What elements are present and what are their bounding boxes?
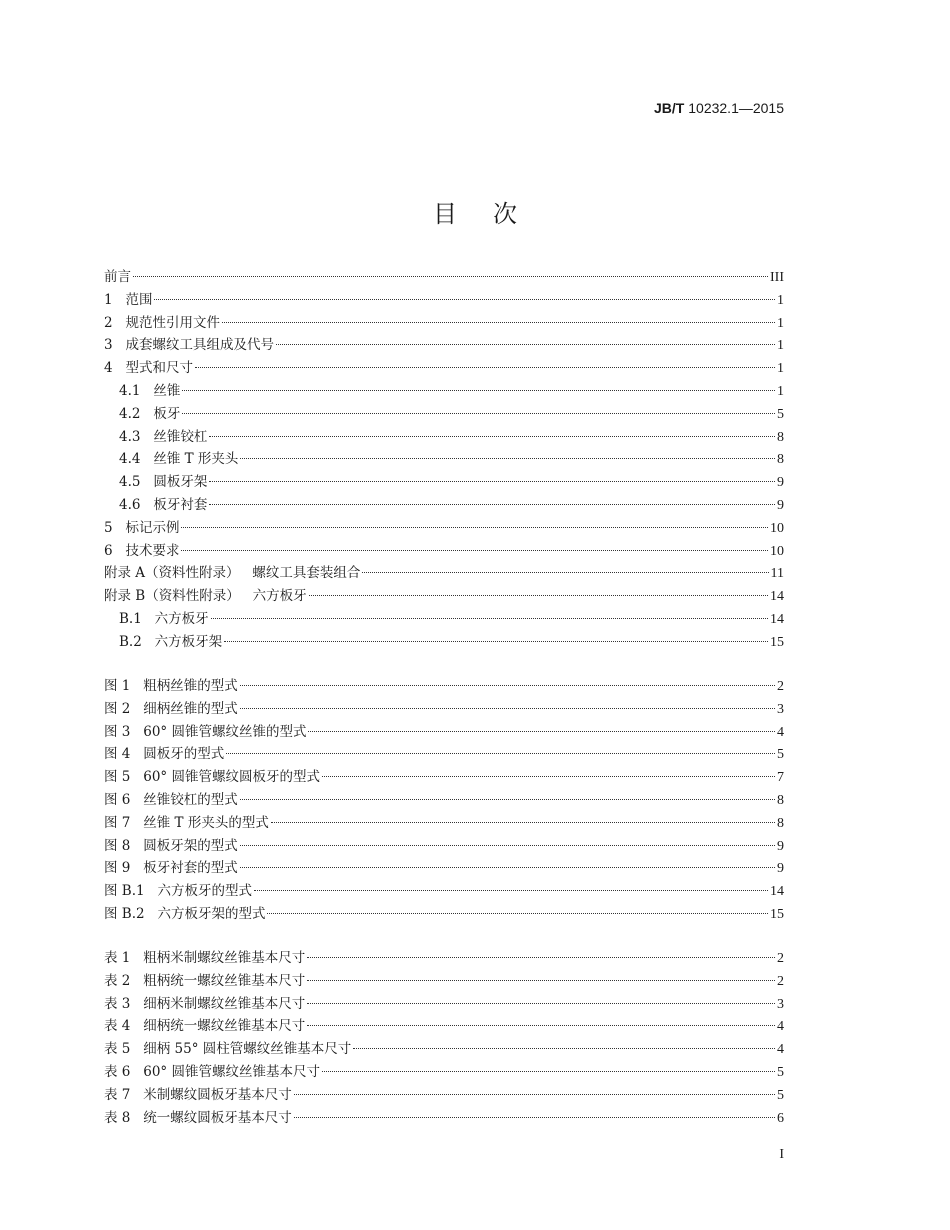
toc-entry-page: 2 bbox=[777, 951, 784, 966]
toc-entry-label: 3 成套螺纹工具组成及代号 bbox=[104, 337, 274, 354]
toc-entry[interactable] bbox=[104, 697, 784, 720]
toc-entry[interactable] bbox=[104, 561, 784, 584]
toc-entry-page: 14 bbox=[770, 611, 784, 627]
dot-leader bbox=[209, 504, 775, 505]
dot-leader bbox=[307, 1003, 775, 1004]
toc-entry-label: 图 5 60° 圆锥管螺纹圆板牙的型式 bbox=[104, 769, 320, 786]
dot-leader bbox=[226, 753, 775, 754]
toc-entry-page: 1 bbox=[777, 361, 784, 377]
toc-entry-page: 2 bbox=[777, 679, 784, 694]
toc-entry-page: 7 bbox=[777, 770, 784, 786]
toc-entry-page: 5 bbox=[777, 747, 784, 763]
toc-entry-page: 15 bbox=[770, 906, 784, 922]
toc-entry-page: 9 bbox=[777, 861, 784, 877]
toc-entry[interactable] bbox=[104, 674, 784, 697]
toc-entry[interactable] bbox=[104, 1037, 784, 1060]
toc-entry-label: 图 9 板牙衬套的型式 bbox=[104, 860, 238, 877]
dot-leader bbox=[307, 957, 775, 958]
toc-entry[interactable] bbox=[104, 742, 784, 765]
toc-entry-label: 图 B.2 六方板牙架的型式 bbox=[104, 905, 266, 922]
toc-entry[interactable] bbox=[104, 265, 784, 288]
toc-entry[interactable] bbox=[104, 470, 784, 493]
standard-code-number: 10232.1—2015 bbox=[684, 100, 784, 116]
toc-entry-label: 表 6 60° 圆锥管螺纹丝锥基本尺寸 bbox=[104, 1063, 320, 1080]
dot-leader bbox=[362, 572, 768, 573]
toc-entry-label: 图 1 粗柄丝锥的型式 bbox=[104, 678, 238, 694]
toc-entry-page: 5 bbox=[777, 1087, 784, 1103]
toc-entry-page: 2 bbox=[777, 973, 784, 989]
dot-leader bbox=[182, 390, 775, 391]
toc-entry-page: 1 bbox=[777, 292, 784, 308]
toc-entry-label: 前言 bbox=[104, 269, 131, 285]
toc-entry-label: 图 7 丝锥 T 形夹头的型式 bbox=[104, 814, 269, 831]
toc-entry[interactable] bbox=[104, 607, 784, 630]
dot-leader bbox=[271, 822, 775, 823]
toc-entry-label: 表 7 米制螺纹圆板牙基本尺寸 bbox=[104, 1086, 292, 1103]
dot-leader bbox=[154, 299, 775, 300]
dot-leader bbox=[240, 845, 775, 846]
toc-entry-label: B.1 六方板牙 bbox=[119, 610, 209, 627]
toc-entry[interactable] bbox=[104, 992, 784, 1015]
toc-entry-label: 4.3 丝锥铰杠 bbox=[119, 428, 208, 445]
dot-leader bbox=[211, 618, 768, 619]
toc-entry[interactable] bbox=[104, 539, 784, 562]
toc-entry-label: 4.5 圆板牙架 bbox=[119, 474, 208, 491]
dot-leader bbox=[276, 344, 775, 345]
toc-sections-list bbox=[104, 265, 784, 653]
toc-entry[interactable] bbox=[104, 879, 784, 902]
dot-leader bbox=[267, 913, 768, 914]
toc-entry-page: 15 bbox=[770, 634, 784, 650]
toc-entry-label: 表 1 粗柄米制螺纹丝锥基本尺寸 bbox=[104, 950, 306, 966]
dot-leader bbox=[240, 799, 775, 800]
toc-entry-label: 表 8 统一螺纹圆板牙基本尺寸 bbox=[104, 1109, 292, 1126]
toc-entry[interactable] bbox=[104, 902, 784, 925]
toc-entry-page: 8 bbox=[777, 792, 784, 808]
toc-entry[interactable] bbox=[104, 1060, 784, 1083]
dot-leader bbox=[240, 708, 775, 709]
dot-leader bbox=[240, 458, 775, 459]
dot-leader bbox=[309, 595, 768, 596]
toc-entry[interactable] bbox=[104, 1014, 784, 1037]
toc-entry[interactable] bbox=[104, 333, 784, 356]
toc-entry-label: 1 范围 bbox=[104, 291, 153, 308]
toc-entry-page: III bbox=[770, 270, 784, 285]
toc-entry-label: 4.2 板牙 bbox=[119, 405, 181, 422]
toc-entry-page: 6 bbox=[777, 1110, 784, 1126]
toc-entry[interactable] bbox=[104, 811, 784, 834]
standard-code-header bbox=[654, 100, 784, 116]
toc-entry[interactable] bbox=[104, 834, 784, 857]
page-title: 目次 bbox=[433, 200, 553, 228]
dot-leader bbox=[182, 413, 775, 414]
toc-entry-page: 14 bbox=[770, 589, 784, 605]
toc-entry-page: 9 bbox=[777, 497, 784, 513]
toc-entry-page: 11 bbox=[770, 566, 784, 582]
toc-entry-label: 6 技术要求 bbox=[104, 542, 180, 559]
toc-entry-page: 14 bbox=[770, 884, 784, 900]
toc-entry[interactable] bbox=[104, 1083, 784, 1106]
toc-entry[interactable] bbox=[104, 516, 784, 539]
toc-entry-page: 5 bbox=[777, 1064, 784, 1080]
dot-leader bbox=[181, 550, 768, 551]
toc-entry[interactable] bbox=[104, 356, 784, 379]
toc-entry[interactable] bbox=[104, 311, 784, 334]
toc-entry-page: 10 bbox=[770, 520, 784, 536]
toc-entry-label: 图 B.1 六方板牙的型式 bbox=[104, 883, 252, 900]
toc-entry-page: 5 bbox=[777, 406, 784, 422]
dot-leader bbox=[294, 1117, 775, 1118]
toc-entry[interactable] bbox=[104, 447, 784, 470]
dot-leader bbox=[181, 527, 768, 528]
toc-figures-list bbox=[104, 674, 784, 925]
toc-entry-page: 8 bbox=[777, 815, 784, 831]
toc-entry-page: 4 bbox=[777, 724, 784, 740]
toc-entry-label: 5 标记示例 bbox=[104, 519, 180, 536]
toc-entry-page: 1 bbox=[777, 383, 784, 399]
dot-leader bbox=[307, 980, 775, 981]
standard-code-prefix: JB/T bbox=[654, 100, 685, 116]
toc-entry[interactable] bbox=[104, 1106, 784, 1129]
toc-entry[interactable] bbox=[104, 402, 784, 425]
toc-entry-label: 表 5 细柄 55° 圆柱管螺纹丝锥基本尺寸 bbox=[104, 1041, 352, 1058]
toc-entry[interactable] bbox=[104, 788, 784, 811]
dot-leader bbox=[254, 890, 768, 891]
dot-leader bbox=[222, 322, 775, 323]
toc-entry[interactable] bbox=[104, 946, 784, 969]
dot-leader bbox=[209, 436, 775, 437]
toc-entry-label: 表 4 细柄统一螺纹丝锥基本尺寸 bbox=[104, 1018, 306, 1035]
toc-entry-label: 图 4 圆板牙的型式 bbox=[104, 746, 225, 763]
toc-entry[interactable] bbox=[104, 379, 784, 402]
dot-leader bbox=[240, 685, 775, 686]
page-number: I bbox=[779, 1147, 784, 1162]
dot-leader bbox=[353, 1048, 775, 1049]
toc-entry-page: 10 bbox=[770, 543, 784, 559]
toc-entry[interactable] bbox=[104, 425, 784, 448]
toc-entry-page: 4 bbox=[777, 1042, 784, 1058]
toc-entry-label: 图 2 细柄丝锥的型式 bbox=[104, 700, 238, 717]
dot-leader bbox=[133, 276, 768, 277]
toc-entry[interactable] bbox=[104, 765, 784, 788]
toc-entry-page: 8 bbox=[777, 452, 784, 468]
toc-entry[interactable] bbox=[104, 856, 784, 879]
toc-entry[interactable] bbox=[104, 969, 784, 992]
toc-entry-label: 图 8 圆板牙架的型式 bbox=[104, 837, 238, 854]
dot-leader bbox=[224, 641, 768, 642]
dot-leader bbox=[240, 867, 775, 868]
dot-leader bbox=[322, 1071, 775, 1072]
toc-entry[interactable] bbox=[104, 630, 784, 653]
toc-entry-label: 4.6 板牙衬套 bbox=[119, 496, 208, 513]
toc-entry[interactable] bbox=[104, 584, 784, 607]
toc-entry-label: 4.4 丝锥 T 形夹头 bbox=[119, 451, 239, 468]
toc-entry[interactable] bbox=[104, 288, 784, 311]
toc-entry-label: 4.1 丝锥 bbox=[119, 382, 181, 399]
dot-leader bbox=[294, 1094, 775, 1095]
toc-entry-label: 图 3 60° 圆锥管螺纹丝锥的型式 bbox=[104, 723, 307, 740]
toc-entry-label: 附录 A（资料性附录） 螺纹工具套装组合 bbox=[104, 565, 361, 582]
toc-entry-label: 附录 B（资料性附录） 六方板牙 bbox=[104, 588, 307, 605]
toc-entry-page: 3 bbox=[777, 996, 784, 1012]
dot-leader bbox=[307, 1025, 775, 1026]
toc-entry-page: 4 bbox=[777, 1019, 784, 1035]
toc-entry-label: 表 3 细柄米制螺纹丝锥基本尺寸 bbox=[104, 995, 306, 1012]
toc-entry-page: 9 bbox=[777, 838, 784, 854]
toc-entry-page: 3 bbox=[777, 701, 784, 717]
toc-entry-page: 1 bbox=[777, 315, 784, 331]
toc-entry-label: 4 型式和尺寸 bbox=[104, 360, 193, 377]
toc-entry-label: 图 6 丝锥铰杠的型式 bbox=[104, 791, 238, 808]
toc-entry[interactable] bbox=[104, 493, 784, 516]
toc-entry-label: 2 规范性引用文件 bbox=[104, 314, 220, 331]
toc-entry-page: 8 bbox=[777, 429, 784, 445]
toc-entry-page: 1 bbox=[777, 338, 784, 354]
dot-leader bbox=[322, 776, 775, 777]
dot-leader bbox=[209, 481, 775, 482]
toc-tables-list bbox=[104, 946, 784, 1128]
dot-leader bbox=[308, 731, 775, 732]
toc-entry-label: 表 2 粗柄统一螺纹丝锥基本尺寸 bbox=[104, 972, 306, 989]
dot-leader bbox=[195, 367, 775, 368]
toc-entry-label: B.2 六方板牙架 bbox=[119, 633, 223, 650]
toc-entry-page: 9 bbox=[777, 475, 784, 491]
toc-entry[interactable] bbox=[104, 720, 784, 743]
